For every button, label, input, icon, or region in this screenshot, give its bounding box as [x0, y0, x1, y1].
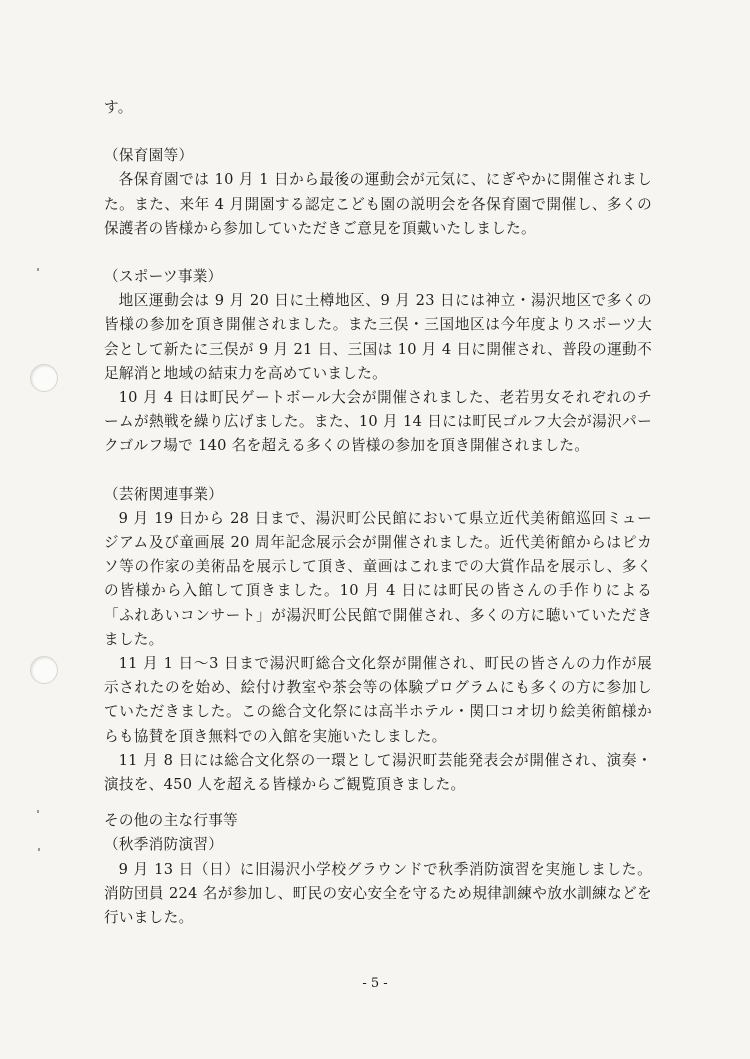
- section-heading-other-events: その他の主な行事等: [104, 812, 239, 830]
- scan-speck: [38, 848, 40, 851]
- intro-tail: す。: [104, 99, 133, 116]
- scan-speck: [37, 810, 39, 813]
- punch-hole-bottom: [30, 656, 58, 684]
- paragraph-sports-2: 10 月 4 日は町民ゲートボール大会が開催されました、老若男女それぞれのチームが熱戦を繰り広げました。また、10 月 14 日には町民ゴルフ大会が湯沢パークゴルフ場で 140 名を超える多くの皆様の参加を頂き開催されました。: [104, 389, 652, 455]
- section-heading-sports: （スポーツ事業）: [104, 268, 223, 286]
- subheading-fire-drill: （秋季消防演習）: [104, 836, 224, 854]
- paragraph-sports-1: 地区運動会は 9 月 20 日に土樽地区、9 月 23 日には神立・湯沢地区で多くの皆様の参加を頂き開催されました。また三俣・三国地区は今年度よりスポーツ大会として新たに三俣が 9 月 21 日、三国は 10 月 4 日に開催され、普段の運動不足解消と地域の結束力を高めていました。: [104, 292, 652, 382]
- paragraph-arts-2: 11 月 1 日～3 日まで湯沢町総合文化祭が開催され、町民の皆さんの力作が展示されたのを始め、絵付け教室や茶会等の体験プログラムにも多くの方に参加していただきました。この総合文化祭には高半ホテル・関口コオ切り絵美術館様からも協賛を頂き無料での入館を実施いたしました。: [104, 655, 652, 745]
- paragraph-fire-drill: 9 月 13 日（日）に旧湯沢小学校グラウンドで秋季消防演習を実施しました。消防団員 224 名が参加し、町民の安心安全を守るため規律訓練や放水訓練などを行いました。: [104, 860, 652, 927]
- page-number: - 5 -: [362, 976, 388, 991]
- scan-speck: [37, 268, 39, 271]
- document-body: [104, 96, 652, 930]
- paragraph-arts-1: 9 月 19 日から 28 日まで、湯沢町公民館において県立近代美術館巡回ミュージアム及び童画展 20 周年記念展示会が開催されました。近代美術館からはピカソ等の作家の美術品を展示して頂き、童画はこれまでの大賞作品を展示し、多くの皆様から入館して頂きました。10 月 4 日には町民の皆さんの手作りによる「ふれあいコンサート」が湯沢町公民館で開催され、多くの方に聴いていただきました。: [104, 509, 652, 648]
- punch-hole-top: [30, 364, 58, 392]
- section-heading-arts: （芸術関連事業）: [104, 485, 224, 503]
- paragraph-nursery: 各保育園では 10 月 1 日から最後の運動会が元気に、にぎやかに開催されました。また、来年 4 月開園する認定こども園の説明会を各保育園で開催し、多くの保護者の皆様から参加していただきご意見を頂戴いたしました。: [104, 171, 652, 237]
- paragraph-arts-3: 11 月 8 日には総合文化祭の一環として湯沢町芸能発表会が開催され、演奏・演技を、450 人を超える皆様からご観覧頂きました。: [104, 751, 652, 794]
- section-heading-nursery: （保育園等）: [104, 147, 194, 165]
